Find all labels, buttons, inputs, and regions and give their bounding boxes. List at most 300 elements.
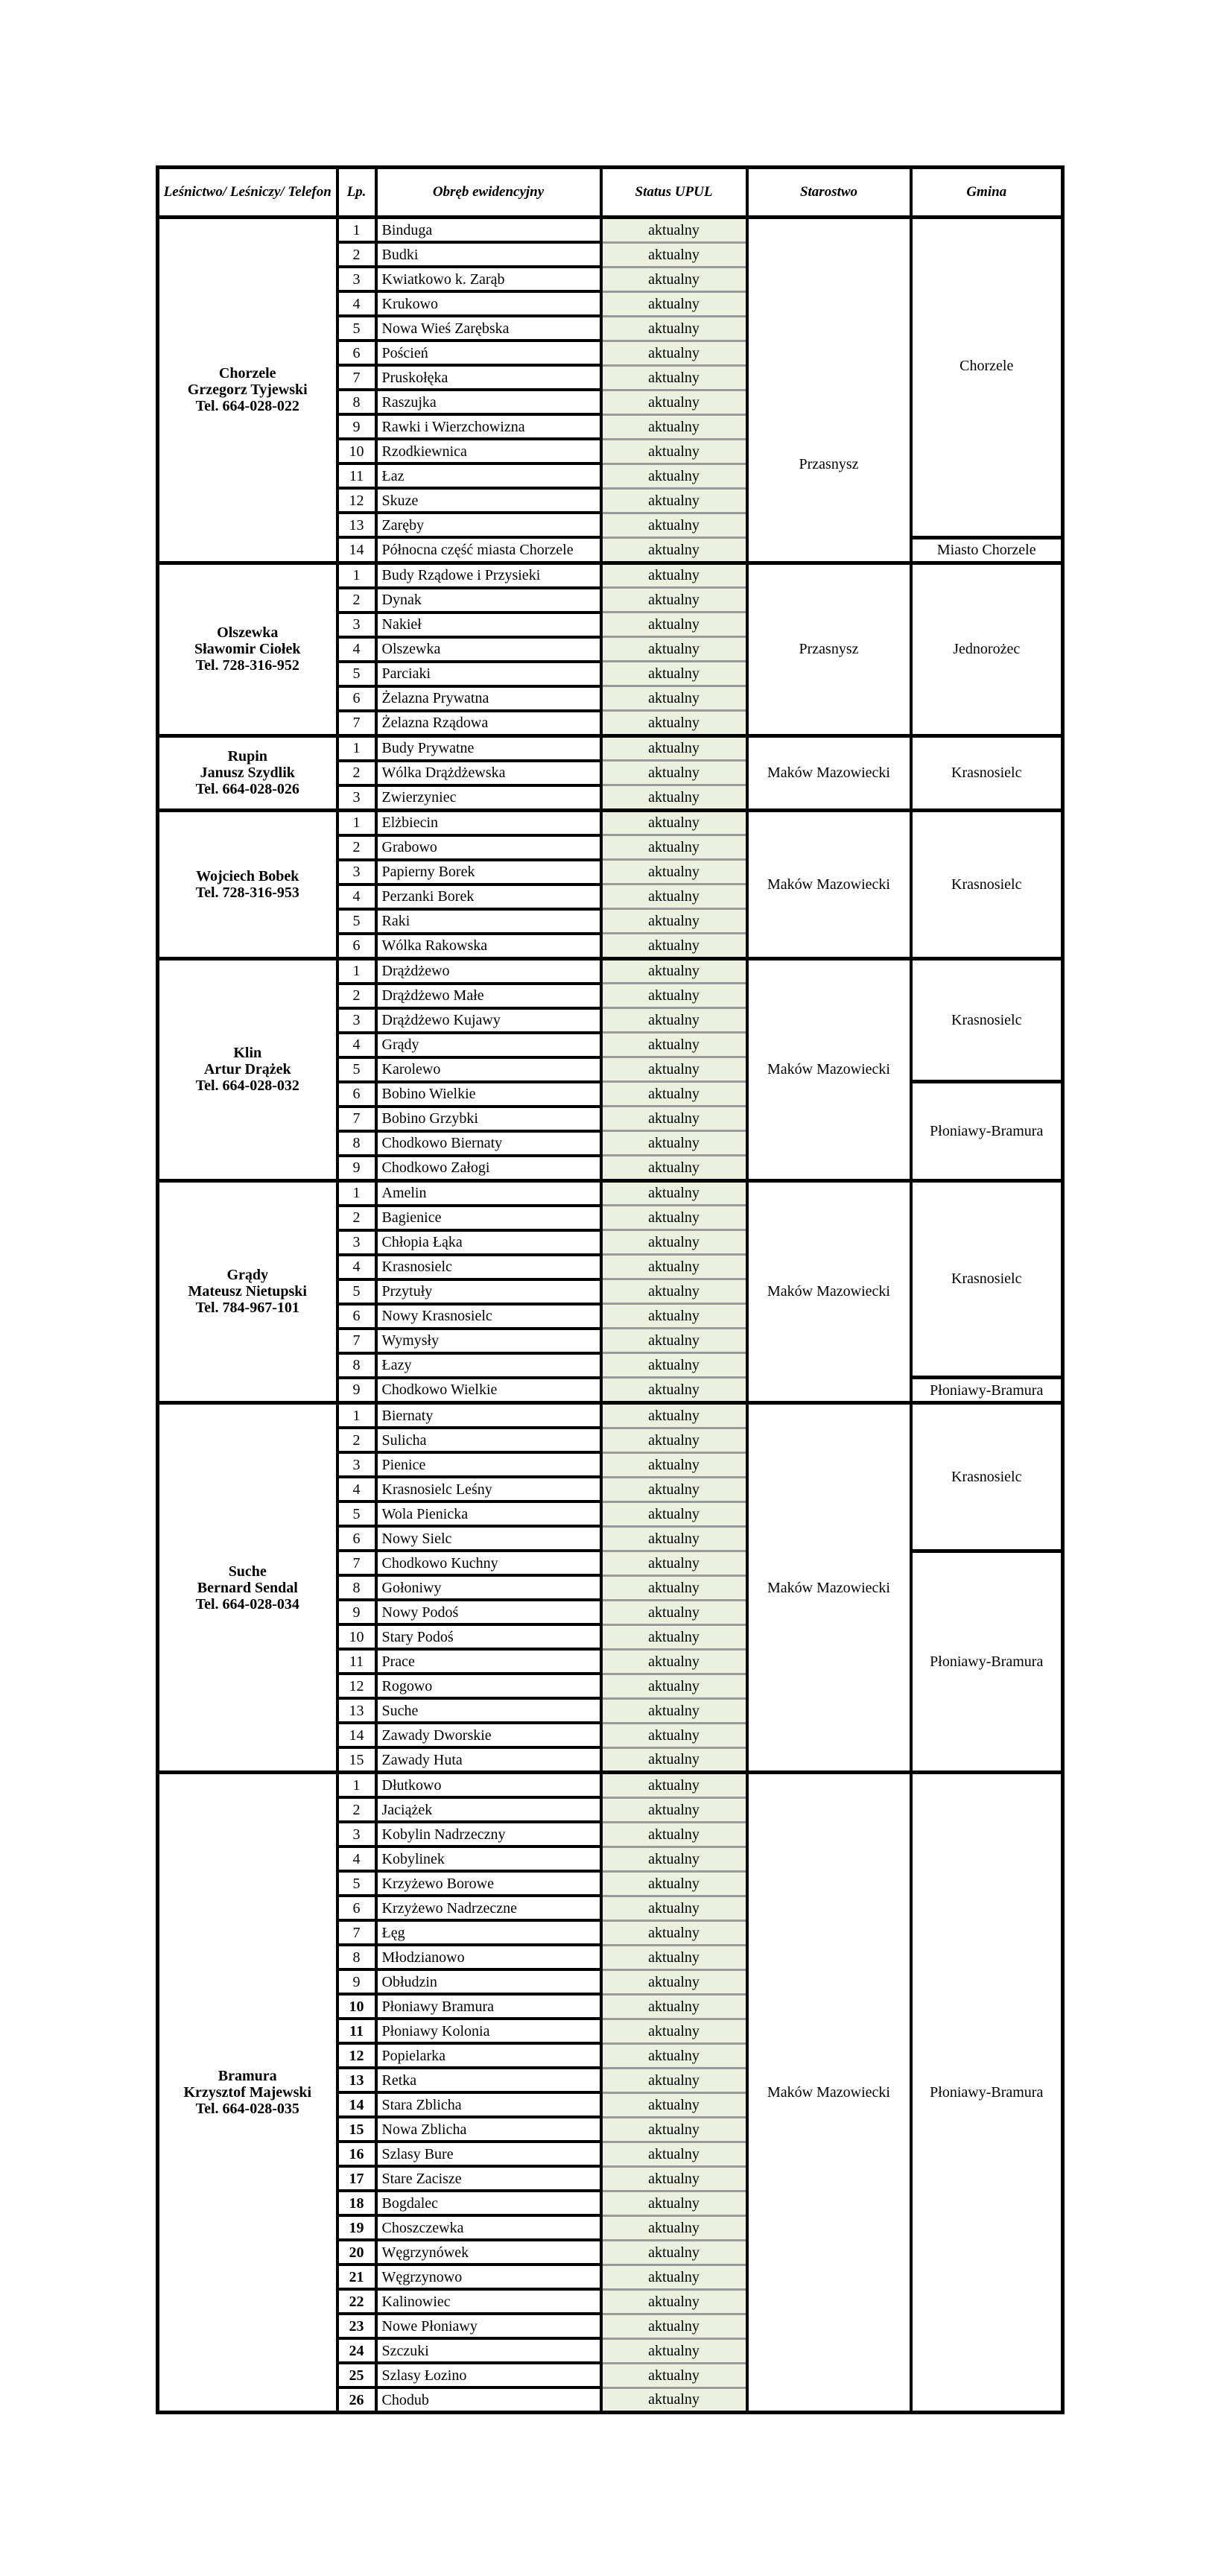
obreb-cell: Gołoniwy: [376, 1575, 601, 1600]
status-cell: aktualny: [601, 2117, 747, 2142]
obreb-cell: Węgrzynowo: [376, 2265, 601, 2289]
status-cell: aktualny: [601, 390, 747, 414]
phone-number: Tel. 664-028-035: [195, 2101, 299, 2117]
status-cell: aktualny: [601, 1255, 747, 1279]
obreb-cell: Wymysły: [376, 1329, 601, 1353]
status-cell: aktualny: [601, 2265, 747, 2289]
obreb-cell: Papierny Borek: [376, 860, 601, 884]
status-cell: aktualny: [601, 1057, 747, 1082]
obreb-cell: Szczuki: [376, 2338, 601, 2363]
starostwo-cell: Przasnysz: [747, 218, 911, 563]
status-cell: aktualny: [601, 218, 747, 243]
lp-cell: 8: [337, 1575, 376, 1600]
obreb-cell: Wólka Drążdżewska: [376, 761, 601, 785]
status-cell: aktualny: [601, 414, 747, 439]
obreb-cell: Łaz: [376, 463, 601, 488]
status-cell: aktualny: [601, 711, 747, 736]
lp-cell: 7: [337, 711, 376, 736]
lp-cell: 5: [337, 662, 376, 686]
status-cell: aktualny: [601, 439, 747, 463]
forestry-name: Bramura: [218, 2068, 277, 2084]
lp-cell: 4: [337, 1477, 376, 1501]
phone-number: Tel. 728-316-952: [195, 657, 299, 674]
gmina-cell: Krasnosielc: [911, 1180, 1063, 1378]
gmina-cell: Płoniawy-Bramura: [911, 1551, 1063, 1773]
obreb-cell: Grabowo: [376, 835, 601, 860]
lp-cell: 16: [337, 2142, 376, 2166]
status-cell: aktualny: [601, 810, 747, 835]
status-cell: aktualny: [601, 909, 747, 934]
status-cell: aktualny: [601, 563, 747, 588]
forest-districts-table: [156, 165, 1065, 2414]
lp-cell: 5: [337, 1279, 376, 1304]
status-cell: aktualny: [601, 735, 747, 761]
lp-cell: 6: [337, 934, 376, 959]
obreb-cell: Choszczewka: [376, 2215, 601, 2240]
status-cell: aktualny: [601, 1477, 747, 1501]
phone-number: Tel. 784-967-101: [195, 1300, 299, 1317]
obreb-cell: Kalinowiec: [376, 2289, 601, 2314]
obreb-cell: Popielarka: [376, 2043, 601, 2068]
status-cell: aktualny: [601, 1279, 747, 1304]
lp-cell: 8: [337, 1945, 376, 1969]
gmina-cell: Krasnosielc: [911, 735, 1063, 810]
status-cell: aktualny: [601, 2314, 747, 2338]
obreb-cell: Pruskołęka: [376, 365, 601, 390]
lp-cell: 22: [337, 2289, 376, 2314]
status-cell: aktualny: [601, 1994, 747, 2019]
lp-cell: 11: [337, 1649, 376, 1674]
lp-cell: 15: [337, 1747, 376, 1773]
lp-cell: 2: [337, 242, 376, 267]
lp-cell: 9: [337, 1969, 376, 1994]
obreb-cell: Krzyżewo Borowe: [376, 1871, 601, 1896]
starostwo-cell: Maków Mazowiecki: [747, 958, 911, 1180]
obreb-cell: Łazy: [376, 1353, 601, 1378]
gmina-cell: Krasnosielc: [911, 1403, 1063, 1551]
lp-cell: 10: [337, 1624, 376, 1649]
starostwo-cell: Maków Mazowiecki: [747, 1773, 911, 2413]
obreb-cell: Krasnosielc: [376, 1255, 601, 1279]
lp-cell: 9: [337, 1600, 376, 1624]
obreb-cell: Młodzianowo: [376, 1945, 601, 1969]
lp-cell: 14: [337, 2092, 376, 2117]
lp-cell: 8: [337, 1353, 376, 1378]
obreb-cell: Dynak: [376, 588, 601, 613]
status-cell: aktualny: [601, 2363, 747, 2387]
status-cell: aktualny: [601, 463, 747, 488]
obreb-cell: Nowe Płoniawy: [376, 2314, 601, 2338]
lesnictwo-cell: [158, 735, 337, 810]
table-row: [158, 958, 1063, 984]
status-cell: aktualny: [601, 1501, 747, 1526]
forester-name: Wojciech Bobek: [196, 867, 299, 884]
lesnictwo-cell: [158, 563, 337, 735]
table-row: [158, 1773, 1063, 1798]
obreb-cell: Nowa Wieś Zarębska: [376, 316, 601, 341]
forester-name: Grzegorz Tyjewski: [187, 382, 308, 399]
obreb-cell: Poścień: [376, 341, 601, 365]
forestry-name: Suche: [228, 1563, 267, 1580]
lp-cell: 3: [337, 1822, 376, 1846]
obreb-cell: Budy Rządowe i Przysieki: [376, 563, 601, 588]
status-cell: aktualny: [601, 2191, 747, 2215]
gmina-cell: Chorzele: [911, 218, 1063, 538]
forestry-name: Grądy: [226, 1267, 269, 1284]
status-cell: aktualny: [601, 1551, 747, 1575]
obreb-cell: Nowy Sielc: [376, 1526, 601, 1551]
starostwo-cell: Maków Mazowiecki: [747, 1403, 911, 1773]
starostwo-cell: Maków Mazowiecki: [747, 735, 911, 810]
obreb-cell: Rawki i Wierzchowizna: [376, 414, 601, 439]
status-cell: aktualny: [601, 2215, 747, 2240]
lp-cell: 4: [337, 1033, 376, 1057]
lp-cell: 2: [337, 835, 376, 860]
status-cell: aktualny: [601, 860, 747, 884]
gmina-cell: Miasto Chorzele: [911, 537, 1063, 563]
status-cell: aktualny: [601, 341, 747, 365]
obreb-cell: Kwiatkowo k. Zarąb: [376, 267, 601, 291]
lp-cell: 5: [337, 1871, 376, 1896]
status-cell: aktualny: [601, 1797, 747, 1822]
status-cell: aktualny: [601, 1896, 747, 1920]
status-cell: aktualny: [601, 588, 747, 613]
lp-cell: 3: [337, 860, 376, 884]
status-cell: aktualny: [601, 1871, 747, 1896]
obreb-cell: Elżbiecin: [376, 810, 601, 835]
forester-name: Mateusz Nietupski: [188, 1283, 307, 1300]
obreb-cell: Olszewka: [376, 637, 601, 662]
status-cell: aktualny: [601, 267, 747, 291]
obreb-cell: Chodkowo Kuchny: [376, 1551, 601, 1575]
obreb-cell: Łęg: [376, 1920, 601, 1945]
lp-cell: 13: [337, 513, 376, 537]
status-cell: aktualny: [601, 1723, 747, 1747]
lp-cell: 3: [337, 613, 376, 637]
table-body: [158, 218, 1063, 2413]
lp-cell: 24: [337, 2338, 376, 2363]
obreb-cell: Stare Zacisze: [376, 2166, 601, 2191]
obreb-cell: Chłopia Łąka: [376, 1230, 601, 1255]
obreb-cell: Raszujka: [376, 390, 601, 414]
obreb-cell: Wólka Rakowska: [376, 934, 601, 959]
lp-cell: 3: [337, 785, 376, 811]
status-cell: aktualny: [601, 316, 747, 341]
status-cell: aktualny: [601, 1008, 747, 1033]
lp-cell: 8: [337, 1131, 376, 1156]
table-row: [158, 810, 1063, 835]
lp-cell: 12: [337, 488, 376, 513]
table-row: [158, 218, 1063, 243]
lp-cell: 5: [337, 909, 376, 934]
status-cell: aktualny: [601, 1747, 747, 1773]
gmina-cell: Płoniawy-Bramura: [911, 1082, 1063, 1181]
table-row: [158, 735, 1063, 761]
obreb-cell: Rogowo: [376, 1674, 601, 1698]
status-cell: aktualny: [601, 2338, 747, 2363]
lp-cell: 8: [337, 390, 376, 414]
status-cell: aktualny: [601, 1206, 747, 1230]
lesnictwo-cell: [158, 958, 337, 1180]
status-cell: aktualny: [601, 1526, 747, 1551]
lp-cell: 2: [337, 1797, 376, 1822]
status-cell: aktualny: [601, 958, 747, 984]
starostwo-cell: Maków Mazowiecki: [747, 810, 911, 958]
table-row: [158, 563, 1063, 588]
obreb-cell: Jaciążek: [376, 1797, 601, 1822]
status-cell: aktualny: [601, 2019, 747, 2043]
status-cell: aktualny: [601, 1969, 747, 1994]
lp-cell: 15: [337, 2117, 376, 2142]
phone-number: Tel. 664-028-032: [195, 1077, 299, 1094]
header-lp: Lp.: [337, 168, 376, 218]
status-cell: aktualny: [601, 537, 747, 563]
status-cell: aktualny: [601, 2043, 747, 2068]
lp-cell: 17: [337, 2166, 376, 2191]
obreb-cell: Kobylin Nadrzeczny: [376, 1822, 601, 1846]
lp-cell: 20: [337, 2240, 376, 2265]
lp-cell: 3: [337, 1452, 376, 1477]
status-cell: aktualny: [601, 1107, 747, 1131]
status-cell: aktualny: [601, 1920, 747, 1945]
status-cell: aktualny: [601, 2240, 747, 2265]
lp-cell: 9: [337, 414, 376, 439]
status-cell: aktualny: [601, 1378, 747, 1403]
lp-cell: 12: [337, 2043, 376, 2068]
lp-cell: 4: [337, 291, 376, 316]
lp-cell: 1: [337, 958, 376, 984]
status-cell: aktualny: [601, 613, 747, 637]
header-row: [158, 168, 1063, 218]
obreb-cell: Zawady Huta: [376, 1747, 601, 1773]
status-cell: aktualny: [601, 1329, 747, 1353]
status-cell: aktualny: [601, 1082, 747, 1107]
status-cell: aktualny: [601, 1304, 747, 1329]
obreb-cell: Drążdżewo: [376, 958, 601, 984]
status-cell: aktualny: [601, 2068, 747, 2092]
forestry-name: Rupin: [227, 748, 267, 765]
obreb-cell: Płoniawy Bramura: [376, 1994, 601, 2019]
lp-cell: 11: [337, 2019, 376, 2043]
lp-cell: 2: [337, 1206, 376, 1230]
status-cell: aktualny: [601, 662, 747, 686]
status-cell: aktualny: [601, 934, 747, 959]
lp-cell: 1: [337, 1180, 376, 1206]
status-cell: aktualny: [601, 1600, 747, 1624]
lp-cell: 7: [337, 1329, 376, 1353]
lp-cell: 4: [337, 884, 376, 909]
obreb-cell: Północna część miasta Chorzele: [376, 537, 601, 563]
obreb-cell: Krukowo: [376, 291, 601, 316]
status-cell: aktualny: [601, 1033, 747, 1057]
obreb-cell: Zaręby: [376, 513, 601, 537]
obreb-cell: Sulicha: [376, 1428, 601, 1452]
lp-cell: 5: [337, 316, 376, 341]
forester-name: Krzysztof Majewski: [183, 2084, 312, 2101]
lp-cell: 7: [337, 1551, 376, 1575]
gmina-cell: Płoniawy-Bramura: [911, 1378, 1063, 1403]
status-cell: aktualny: [601, 1230, 747, 1255]
lp-cell: 5: [337, 1057, 376, 1082]
lp-cell: 4: [337, 1846, 376, 1871]
lp-cell: 12: [337, 1674, 376, 1698]
obreb-cell: Prace: [376, 1649, 601, 1674]
status-cell: aktualny: [601, 884, 747, 909]
obreb-cell: Budy Prywatne: [376, 735, 601, 761]
status-cell: aktualny: [601, 1945, 747, 1969]
lp-cell: 2: [337, 984, 376, 1008]
obreb-cell: Przytuły: [376, 1279, 601, 1304]
phone-number: Tel. 728-316-953: [195, 884, 299, 901]
status-cell: aktualny: [601, 1428, 747, 1452]
starostwo-cell: Maków Mazowiecki: [747, 1180, 911, 1403]
obreb-cell: Kobylinek: [376, 1846, 601, 1871]
lp-cell: 4: [337, 1255, 376, 1279]
gmina-cell: Płoniawy-Bramura: [911, 1773, 1063, 2413]
lp-cell: 14: [337, 1723, 376, 1747]
forester-name: Janusz Szydlik: [200, 765, 295, 781]
lesnictwo-cell: [158, 1180, 337, 1403]
status-cell: aktualny: [601, 1180, 747, 1206]
lp-cell: 11: [337, 463, 376, 488]
obreb-cell: Bobino Wielkie: [376, 1082, 601, 1107]
obreb-cell: Amelin: [376, 1180, 601, 1206]
forester-name: Artur Drążek: [203, 1061, 291, 1077]
lp-cell: 6: [337, 686, 376, 711]
status-cell: aktualny: [601, 785, 747, 811]
status-cell: aktualny: [601, 1674, 747, 1698]
status-cell: aktualny: [601, 835, 747, 860]
table-row: [158, 1403, 1063, 1428]
obreb-cell: Wola Pienicka: [376, 1501, 601, 1526]
status-cell: aktualny: [601, 1822, 747, 1846]
status-cell: aktualny: [601, 761, 747, 785]
status-cell: aktualny: [601, 365, 747, 390]
lesnictwo-cell: [158, 810, 337, 958]
phone-number: Tel. 664-028-034: [195, 1595, 299, 1613]
status-cell: aktualny: [601, 1624, 747, 1649]
lp-cell: 9: [337, 1156, 376, 1181]
obreb-cell: Węgrzynówek: [376, 2240, 601, 2265]
obreb-cell: Rzodkiewnica: [376, 439, 601, 463]
lp-cell: 14: [337, 537, 376, 563]
gmina-cell: Jednorożec: [911, 563, 1063, 735]
lp-cell: 6: [337, 1082, 376, 1107]
lp-cell: 25: [337, 2363, 376, 2387]
lp-cell: 5: [337, 1501, 376, 1526]
obreb-cell: Bobino Grzybki: [376, 1107, 601, 1131]
status-cell: aktualny: [601, 2142, 747, 2166]
obreb-cell: Żelazna Rządowa: [376, 711, 601, 736]
lp-cell: 2: [337, 1428, 376, 1452]
obreb-cell: Drążdżewo Kujawy: [376, 1008, 601, 1033]
obreb-cell: Stary Podoś: [376, 1624, 601, 1649]
lp-cell: 1: [337, 735, 376, 761]
lp-cell: 10: [337, 439, 376, 463]
obreb-cell: Krzyżewo Nadrzeczne: [376, 1896, 601, 1920]
status-cell: aktualny: [601, 291, 747, 316]
obreb-cell: Nakieł: [376, 613, 601, 637]
obreb-cell: Binduga: [376, 218, 601, 243]
lp-cell: 2: [337, 761, 376, 785]
lp-cell: 13: [337, 2068, 376, 2092]
lesnictwo-cell: [158, 1403, 337, 1773]
lp-cell: 10: [337, 1994, 376, 2019]
obreb-cell: Obłudzin: [376, 1969, 601, 1994]
gmina-cell: Krasnosielc: [911, 810, 1063, 958]
obreb-cell: Perzanki Borek: [376, 884, 601, 909]
obreb-cell: Zawady Dworskie: [376, 1723, 601, 1747]
obreb-cell: Chodkowo Załogi: [376, 1156, 601, 1181]
status-cell: aktualny: [601, 488, 747, 513]
obreb-cell: Parciaki: [376, 662, 601, 686]
obreb-cell: Chodkowo Biernaty: [376, 1131, 601, 1156]
status-cell: aktualny: [601, 2092, 747, 2117]
forester-name: Sławomir Ciołek: [194, 641, 301, 657]
header-status: Status UPUL: [601, 168, 747, 218]
obreb-cell: Żelazna Prywatna: [376, 686, 601, 711]
lp-cell: 7: [337, 365, 376, 390]
phone-number: Tel. 664-028-022: [195, 398, 299, 415]
lesnictwo-cell: [158, 1773, 337, 2413]
obreb-cell: Dłutkowo: [376, 1773, 601, 1798]
lp-cell: 6: [337, 1896, 376, 1920]
status-cell: aktualny: [601, 1698, 747, 1723]
status-cell: aktualny: [601, 1131, 747, 1156]
forestry-name: Klin: [233, 1045, 262, 1061]
status-cell: aktualny: [601, 686, 747, 711]
status-cell: aktualny: [601, 2387, 747, 2413]
obreb-cell: Szlasy Bure: [376, 2142, 601, 2166]
obreb-cell: Zwierzyniec: [376, 785, 601, 811]
obreb-cell: Suche: [376, 1698, 601, 1723]
lp-cell: 1: [337, 563, 376, 588]
header-obreb: Obręb ewidencyjny: [376, 168, 601, 218]
obreb-cell: Płoniawy Kolonia: [376, 2019, 601, 2043]
status-cell: aktualny: [601, 984, 747, 1008]
status-cell: aktualny: [601, 1773, 747, 1798]
lp-cell: 3: [337, 267, 376, 291]
lp-cell: 4: [337, 637, 376, 662]
obreb-cell: Szlasy Łozino: [376, 2363, 601, 2387]
header-gmina: Gmina: [911, 168, 1063, 218]
phone-number: Tel. 664-028-026: [195, 781, 299, 797]
status-cell: aktualny: [601, 1575, 747, 1600]
lp-cell: 3: [337, 1230, 376, 1255]
lp-cell: 6: [337, 1526, 376, 1551]
table-row: [158, 1180, 1063, 1206]
obreb-cell: Krasnosielc Leśny: [376, 1477, 601, 1501]
obreb-cell: Biernaty: [376, 1403, 601, 1428]
obreb-cell: Nowy Podoś: [376, 1600, 601, 1624]
lp-cell: 7: [337, 1920, 376, 1945]
lp-cell: 26: [337, 2387, 376, 2413]
status-cell: aktualny: [601, 2289, 747, 2314]
obreb-cell: Skuze: [376, 488, 601, 513]
obreb-cell: Bogdalec: [376, 2191, 601, 2215]
obreb-cell: Stara Zblicha: [376, 2092, 601, 2117]
status-cell: aktualny: [601, 1649, 747, 1674]
lp-cell: 9: [337, 1378, 376, 1403]
lesnictwo-cell: [158, 218, 337, 563]
lp-cell: 18: [337, 2191, 376, 2215]
forestry-name: Olszewka: [217, 624, 279, 641]
lp-cell: 1: [337, 810, 376, 835]
obreb-cell: Raki: [376, 909, 601, 934]
header-lesnictwo: Leśnictwo/ Leśniczy/ Telefon: [158, 168, 337, 218]
status-cell: aktualny: [601, 1353, 747, 1378]
lp-cell: 6: [337, 341, 376, 365]
